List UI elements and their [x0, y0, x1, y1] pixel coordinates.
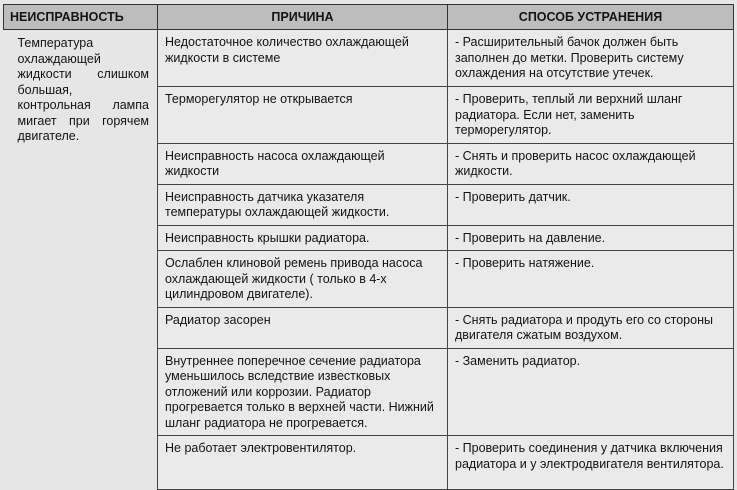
- remedy-cell: - Заменить радиатор.: [448, 348, 734, 436]
- table-row: [4, 30, 734, 87]
- cause-cell: Недостаточное количество охлаждающей жидкости в системе: [158, 30, 448, 87]
- cause-cell: Радиатор засорен: [158, 307, 448, 348]
- remedy-cell: - Расширительный бачок должен быть заполнен до метки. Проверить систему охлаждения на отсутствие утечек.: [448, 30, 734, 87]
- symptom-cell: Температура охлаждающей жидкости слишком большая, контрольная лампа мигает при горячем двигателе.: [4, 30, 158, 490]
- table-header-row: [4, 5, 734, 30]
- cause-cell: Неисправность насоса охлаждающей жидкости: [158, 143, 448, 184]
- cause-cell: Неисправность датчика указателя температуры охлаждающей жидкости.: [158, 184, 448, 225]
- cause-cell: Неисправность крышки радиатора.: [158, 225, 448, 251]
- remedy-cell: - Снять и проверить насос охлаждающей жидкости.: [448, 143, 734, 184]
- remedy-cell: - Проверить соединения у датчика включения радиатора и у электродвигателя вентилятора.: [448, 436, 734, 490]
- cause-cell: Терморегулятор не открывается: [158, 87, 448, 144]
- header-symptom: НЕИСПРАВНОСТЬ: [4, 5, 158, 30]
- cause-cell: Не работает электровентилятор.: [158, 436, 448, 490]
- remedy-cell: - Проверить натяжение.: [448, 251, 734, 308]
- header-cause: ПРИЧИНА: [158, 5, 448, 30]
- remedy-cell: - Снять радиатора и продуть его со стороны двигателя сжатым воздухом.: [448, 307, 734, 348]
- cause-cell: Внутреннее поперечное сечение радиатора уменьшилось вследствие известковых отложений или коррозии. Радиатор прогревается только в верхней части. Нижний шланг радиатора не прогревается.: [158, 348, 448, 436]
- remedy-cell: - Проверить, теплый ли верхний шланг радиатора. Если нет, заменить терморегулятор.: [448, 87, 734, 144]
- remedy-cell: - Проверить на давление.: [448, 225, 734, 251]
- cause-cell: Ослаблен клиновой ремень привода насоса охлаждающей жидкости ( только в 4-х цилиндровом двигателе).: [158, 251, 448, 308]
- troubleshooting-table: [3, 4, 734, 490]
- header-remedy: СПОСОБ УСТРАНЕНИЯ: [448, 5, 734, 30]
- remedy-cell: - Проверить датчик.: [448, 184, 734, 225]
